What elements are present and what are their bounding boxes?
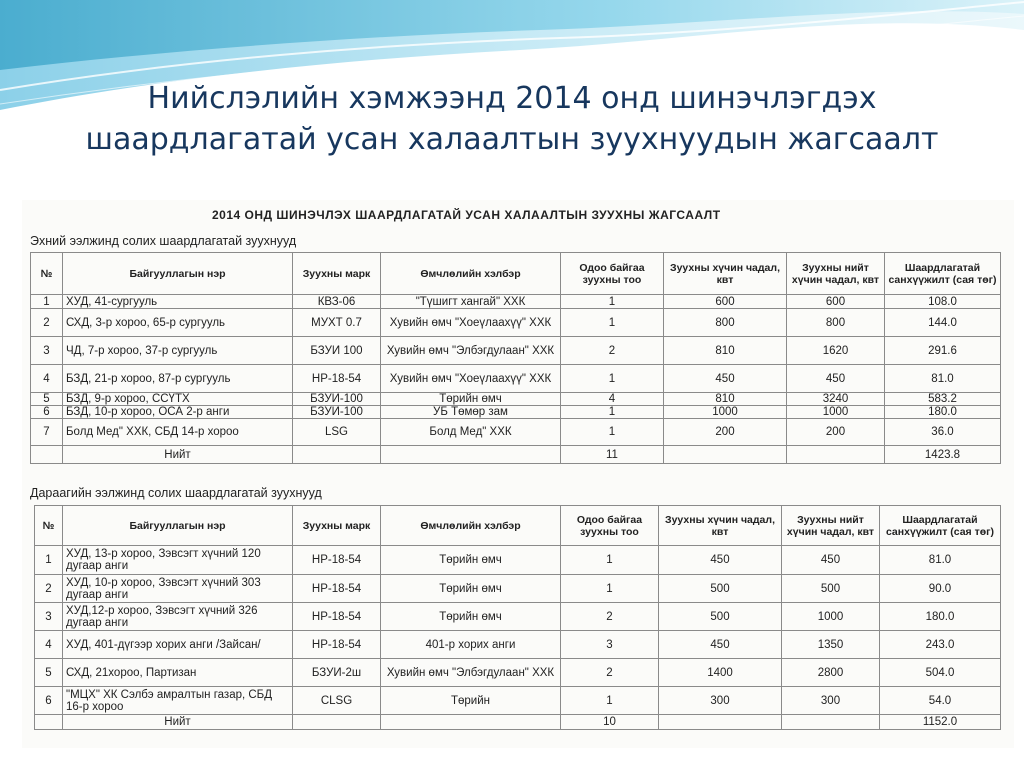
cell-ownership: Төрийн өмч	[381, 575, 561, 603]
cell-count: 2	[561, 337, 664, 365]
total-count: 11	[561, 446, 664, 464]
cell-ownership: Төрийн өмч	[381, 603, 561, 631]
cell-total: 450	[787, 365, 885, 393]
table2-header-row	[35, 506, 1001, 546]
cell-org: ХУД, 13-р хороо, Зэвсэгт хүчний 120 дугаар анги	[63, 546, 293, 575]
header-org: Байгууллагын нэр	[63, 253, 293, 295]
cell-no: 6	[35, 687, 63, 715]
cell-no: 1	[35, 546, 63, 575]
table2-total-row	[35, 715, 1001, 730]
cell-capacity: 500	[659, 603, 782, 631]
cell-org: БЗД, 21-р хороо, 87-р сургууль	[63, 365, 293, 393]
cell-funding: 144.0	[885, 309, 1001, 337]
table-row	[35, 631, 1001, 659]
cell-total: 200	[787, 419, 885, 446]
cell-no: 4	[35, 631, 63, 659]
cell-funding: 180.0	[880, 603, 1001, 631]
cell-org: БЗД, 9-р хороо, ССҮТХ	[63, 393, 293, 406]
cell-brand: БЗУИ-2ш	[293, 659, 381, 687]
cell-brand: БЗУИ-100	[293, 393, 381, 406]
cell-ownership: Хувийн өмч "Элбэгдулаан" ХХК	[381, 337, 561, 365]
cell-total: 600	[787, 295, 885, 309]
total-funding: 1152.0	[880, 715, 1001, 730]
cell-org: ХУД, 401-дүгээр хорих анги /Зайсан/	[63, 631, 293, 659]
cell-brand: НР-18-54	[293, 631, 381, 659]
section2-title: Дараагийн ээлжинд солих шаардлагатай зуухнууд	[30, 486, 322, 500]
cell-funding: 243.0	[880, 631, 1001, 659]
cell-count: 1	[561, 687, 659, 715]
table-row	[35, 546, 1001, 575]
table-row	[35, 603, 1001, 631]
cell-capacity: 1400	[659, 659, 782, 687]
cell-funding: 583.2	[885, 393, 1001, 406]
header-org: Байгууллагын нэр	[63, 506, 293, 546]
table-row	[31, 365, 1001, 393]
cell-no: 6	[31, 406, 63, 419]
cell-no: 4	[31, 365, 63, 393]
cell-capacity: 450	[659, 546, 782, 575]
cell-ownership: Хувийн өмч "Хоеүлаахүү" ХХК	[381, 365, 561, 393]
table-row	[35, 659, 1001, 687]
cell-funding: 81.0	[885, 365, 1001, 393]
cell-funding: 180.0	[885, 406, 1001, 419]
cell-count: 4	[561, 393, 664, 406]
header-count: Одоо байгаа зуухны тоо	[561, 506, 659, 546]
cell-count: 1	[561, 406, 664, 419]
table-row	[31, 419, 1001, 446]
slide-title	[40, 78, 984, 160]
header-ownership: Өмчлөлийн хэлбэр	[381, 506, 561, 546]
cell-no: 1	[31, 295, 63, 309]
cell-brand: БЗУИ 100	[293, 337, 381, 365]
cell-org: "МЦХ" ХК Сэлбэ амралтын газар, СБД 16-р хороо	[63, 687, 293, 715]
header-ownership: Өмчлөлийн хэлбэр	[381, 253, 561, 295]
cell-brand: НР-18-54	[293, 603, 381, 631]
cell-ownership: Төрийн	[381, 687, 561, 715]
cell-count: 1	[561, 546, 659, 575]
cell-count: 2	[561, 603, 659, 631]
header-financing: Шаардлагатай санхүүжилт (сая төг)	[885, 253, 1001, 295]
cell-no: 5	[35, 659, 63, 687]
cell-no: 2	[35, 575, 63, 603]
boiler-table-1	[30, 252, 1001, 464]
cell-count: 2	[561, 659, 659, 687]
section1-title: Эхний ээлжинд солих шаардлагатай зуухнууд	[30, 234, 297, 248]
cell-brand: НР-18-54	[293, 546, 381, 575]
table-row	[31, 337, 1001, 365]
cell-funding: 54.0	[880, 687, 1001, 715]
boiler-table-2	[34, 505, 1001, 730]
cell-ownership: Төрийн өмч	[381, 546, 561, 575]
cell-org: СХД, 3-р хороо, 65-р сургууль	[63, 309, 293, 337]
cell-org: ХУД,12-р хороо, Зэвсэгт хүчний 326 дугаар анги	[63, 603, 293, 631]
cell-count: 1	[561, 575, 659, 603]
total-label: Нийт	[63, 446, 293, 464]
cell-org: ЧД, 7-р хороо, 37-р сургууль	[63, 337, 293, 365]
cell-no: 3	[31, 337, 63, 365]
cell-brand: НР-18-54	[293, 365, 381, 393]
cell-total: 2800	[782, 659, 880, 687]
cell-count: 1	[561, 419, 664, 446]
cell-total: 1350	[782, 631, 880, 659]
cell-total: 1000	[782, 603, 880, 631]
table-row	[31, 295, 1001, 309]
cell-funding: 81.0	[880, 546, 1001, 575]
cell-ownership: УБ Төмөр зам	[381, 406, 561, 419]
cell-capacity: 300	[659, 687, 782, 715]
cell-count: 1	[561, 365, 664, 393]
cell-ownership: Болд Мед" ХХК	[381, 419, 561, 446]
cell-org: БЗД, 10-р хороо, ОСА 2-р анги	[63, 406, 293, 419]
cell-no: 7	[31, 419, 63, 446]
header-no: №	[35, 506, 63, 546]
cell-ownership: Төрийн өмч	[381, 393, 561, 406]
cell-capacity: 1000	[664, 406, 787, 419]
cell-capacity: 450	[664, 365, 787, 393]
header-financing: Шаардлагатай санхүүжилт (сая төг)	[880, 506, 1001, 546]
cell-count: 1	[561, 309, 664, 337]
table-row	[31, 406, 1001, 419]
cell-total: 450	[782, 546, 880, 575]
cell-capacity: 500	[659, 575, 782, 603]
total-funding: 1423.8	[885, 446, 1001, 464]
cell-count: 1	[561, 295, 664, 309]
table-row	[31, 309, 1001, 337]
table-row	[35, 687, 1001, 715]
cell-funding: 504.0	[880, 659, 1001, 687]
cell-org: ХУД, 41-сургууль	[63, 295, 293, 309]
cell-total: 3240	[787, 393, 885, 406]
cell-capacity: 810	[664, 393, 787, 406]
cell-no: 2	[31, 309, 63, 337]
cell-brand: LSG	[293, 419, 381, 446]
cell-funding: 291.6	[885, 337, 1001, 365]
cell-ownership: Хувийн өмч "Хоеүлаахүү" ХХК	[381, 309, 561, 337]
document-title: 2014 ОНД ШИНЭЧЛЭХ ШААРДЛАГАТАЙ УСАН ХАЛААЛТЫН ЗУУХНЫ ЖАГСААЛТ	[212, 208, 721, 222]
cell-brand: НР-18-54	[293, 575, 381, 603]
header-no: №	[31, 253, 63, 295]
cell-total: 500	[782, 575, 880, 603]
cell-no: 3	[35, 603, 63, 631]
cell-org: ХУД, 10-р хороо, Зэвсэгт хүчний 303 дугаар анги	[63, 575, 293, 603]
scanned-document	[22, 200, 1014, 748]
cell-brand: КВЗ-06	[293, 295, 381, 309]
cell-brand: БЗУИ-100	[293, 406, 381, 419]
cell-funding: 108.0	[885, 295, 1001, 309]
cell-capacity: 200	[664, 419, 787, 446]
header-capacity: Зуухны хүчин чадал, квт	[659, 506, 782, 546]
cell-brand: CLSG	[293, 687, 381, 715]
cell-funding: 90.0	[880, 575, 1001, 603]
table1-total-row	[31, 446, 1001, 464]
cell-total: 800	[787, 309, 885, 337]
slide-title-line1: Нийслэлийн хэмжээнд 2014 онд шинэчлэгдэх	[147, 81, 877, 116]
cell-ownership: "Түшигт хангай" ХХК	[381, 295, 561, 309]
cell-org: Болд Мед" ХХК, СБД 14-р хороо	[63, 419, 293, 446]
slide-title-line2: шаардлагатай усан халаалтын зуухнуудын жагсаалт	[85, 122, 939, 157]
cell-total: 1620	[787, 337, 885, 365]
cell-funding: 36.0	[885, 419, 1001, 446]
cell-capacity: 450	[659, 631, 782, 659]
total-count: 10	[561, 715, 659, 730]
cell-ownership: Хувийн өмч "Элбэгдулаан" ХХК	[381, 659, 561, 687]
cell-capacity: 800	[664, 309, 787, 337]
table-row	[31, 393, 1001, 406]
cell-capacity: 810	[664, 337, 787, 365]
cell-capacity: 600	[664, 295, 787, 309]
cell-ownership: 401-р хорих анги	[381, 631, 561, 659]
table1-header-row	[31, 253, 1001, 295]
cell-org: СХД, 21хороо, Партизан	[63, 659, 293, 687]
header-count: Одоо байгаа зуухны тоо	[561, 253, 664, 295]
cell-total: 300	[782, 687, 880, 715]
header-capacity: Зуухны хүчин чадал, квт	[664, 253, 787, 295]
cell-total: 1000	[787, 406, 885, 419]
total-label: Нийт	[63, 715, 293, 730]
header-brand: Зуухны марк	[293, 253, 381, 295]
header-total-capacity: Зуухны нийт хүчин чадал, квт	[787, 253, 885, 295]
cell-count: 3	[561, 631, 659, 659]
table-row	[35, 575, 1001, 603]
cell-no: 5	[31, 393, 63, 406]
header-brand: Зуухны марк	[293, 506, 381, 546]
header-total-capacity: Зуухны нийт хүчин чадал, квт	[782, 506, 880, 546]
cell-brand: МУХТ 0.7	[293, 309, 381, 337]
